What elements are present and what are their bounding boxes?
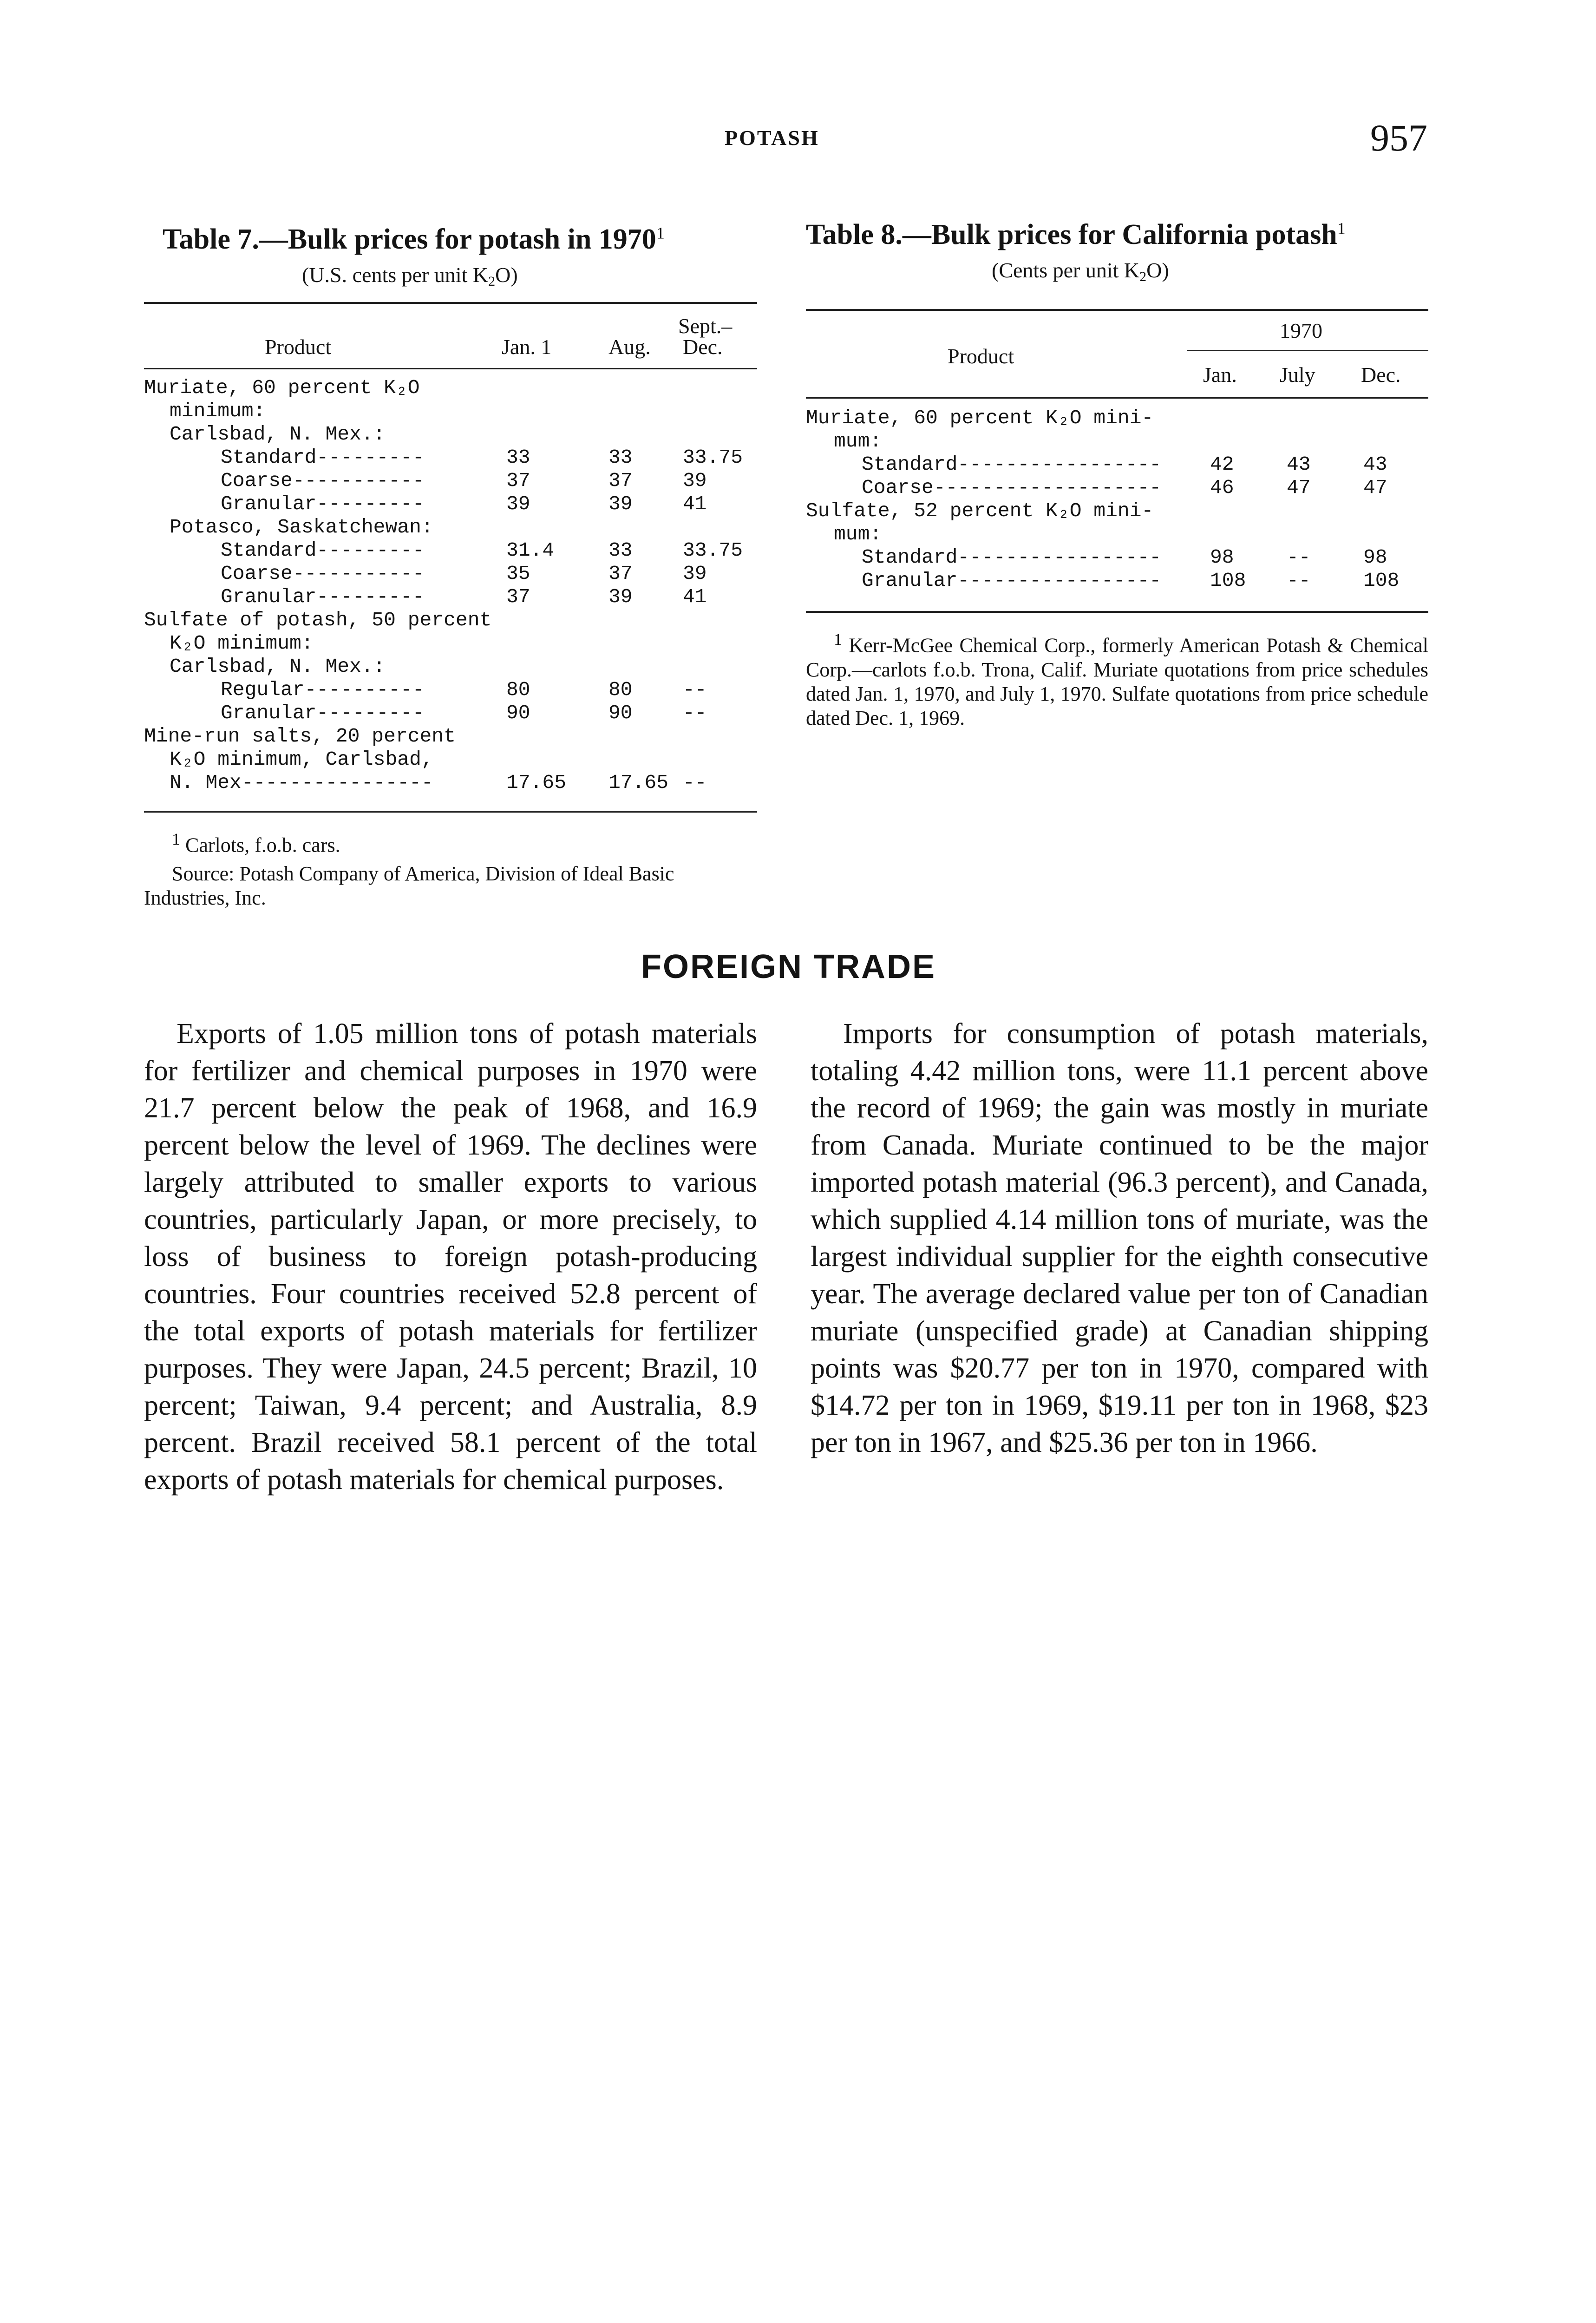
table-row [144, 400, 757, 423]
page-number: 957 [1370, 117, 1427, 159]
table-row [806, 499, 1428, 523]
cell-jan: 80 [506, 678, 530, 701]
cell-aug: 33 [608, 446, 633, 469]
cell-sep: 33.75 [683, 446, 743, 469]
table-row [806, 407, 1428, 430]
table-row [806, 523, 1428, 546]
row-label: mum: [834, 523, 882, 545]
row-label: K₂O minimum, Carlsbad, [170, 748, 433, 771]
right-paragraph: Imports for consumption of potash materials, totaling 4.42 million tons, were 11.1 percent above the record of 1969; the gain was mostly in muriate from Canada. Muriate continued to be the major imported potash material (96.3 percent), and Canada, which supplied 4.14 million tons of muriate, was the largest individual supplier for the eighth consecutive year. The average declared value per ton of Canadian muriate (unspecified grade) at Canadian shipping points was $20.77 per ton in 1970, compared with $14.72 per ton in 1969, $19.11 per ton in 1968, $23 per ton in 1967, and $25.36 per ton in 1966. [811, 1018, 1428, 1458]
table-8-top-rule [806, 309, 1428, 311]
running-head: POTASH [725, 126, 819, 150]
row-label: N. Mex---------------- [170, 771, 433, 794]
table-8-col-jan: Jan. [1203, 363, 1237, 387]
cell-jan: 39 [506, 492, 530, 515]
table-8 [806, 218, 1428, 776]
row-label: Muriate, 60 percent K₂O mini- [806, 407, 1154, 429]
table-8-title-note-mark: 1 [1337, 219, 1346, 238]
cell-jan: 46 [1210, 476, 1234, 499]
row-label: Muriate, 60 percent K₂O [144, 376, 420, 399]
table-row [144, 725, 757, 748]
cell-dec: 47 [1363, 476, 1387, 499]
row-label: minimum: [170, 400, 266, 422]
row-label: Regular---------- [221, 678, 425, 701]
cell-jan: 37 [506, 585, 530, 608]
table-7-col-jan: Jan. 1 [502, 335, 552, 359]
table-7-col-sept-2: Dec. [683, 335, 723, 359]
table-7-source: Source: Potash Company of America, Division of Ideal Basic Industries, Inc. [144, 862, 674, 909]
cell-sep: -- [683, 702, 707, 724]
cell-jan: 108 [1210, 569, 1246, 592]
cell-aug: 39 [608, 492, 633, 515]
row-label: Granular--------- [221, 702, 425, 724]
table-row [144, 702, 757, 725]
cell-jan: 37 [506, 469, 530, 492]
cell-sep: 39 [683, 469, 707, 492]
cell-aug: 37 [608, 469, 633, 492]
row-label: Carlsbad, N. Mex.: [170, 423, 386, 446]
table-8-col-year: 1970 [1280, 319, 1322, 342]
row-label: Standard----------------- [862, 453, 1162, 476]
table-8-footnote: $^1$ Kerr-McGee Chemical Corp., formerly American Potash & Chemical Corp.—carlots f.o.b. Trona, Calif. Muriate quotations from price schedules dated Jan. 1, 1970, and July 1, 1970. Sulfate quotations from price schedule dated Dec. 1, 1969. [806, 630, 1428, 729]
cell-aug: 90 [608, 702, 633, 724]
table-row [144, 446, 757, 469]
table-row [144, 609, 757, 632]
table-8-subtitle: (Cents per unit $K_2O$) [992, 258, 1169, 284]
cell-jan: 42 [1210, 453, 1234, 476]
cell-sep: 39 [683, 562, 707, 585]
cell-sep: 33.75 [683, 539, 743, 562]
table-8-bottom-rule [806, 611, 1428, 613]
table-row [144, 655, 757, 678]
table-8-col-july: July [1280, 363, 1315, 387]
cell-aug: 80 [608, 678, 633, 701]
cell-july: 47 [1287, 476, 1311, 499]
table-7-col-sept-1: Sept.– [678, 314, 733, 338]
table-row [144, 562, 757, 585]
cell-jan: 90 [506, 702, 530, 724]
table-7-col-aug: Aug. [608, 335, 651, 359]
row-label: Standard--------- [221, 539, 425, 562]
cell-aug: 39 [608, 585, 633, 608]
row-label: Potasco, Saskatchewan: [170, 516, 433, 538]
row-label: K₂O minimum: [170, 632, 314, 655]
cell-jan: 35 [506, 562, 530, 585]
table-7-title: Table 7.—Bulk prices for potash in 1970$^1$ [163, 223, 665, 255]
row-label: Sulfate, 52 percent K₂O mini- [806, 499, 1154, 522]
cell-aug: 17.65 [608, 771, 669, 794]
table-row [144, 632, 757, 655]
row-label: Granular--------- [221, 492, 425, 515]
table-8-col-dec: Dec. [1361, 363, 1401, 387]
cell-dec: 43 [1363, 453, 1387, 476]
table-8-header-rule [806, 397, 1428, 399]
cell-jan: 33 [506, 446, 530, 469]
table-8-col-product: Product [948, 344, 1014, 368]
table-row [144, 771, 757, 794]
section-heading: FOREIGN TRADE [641, 948, 936, 985]
cell-aug: 33 [608, 539, 633, 562]
cell-july: 43 [1287, 453, 1311, 476]
table-row [144, 492, 757, 516]
table-7-subtitle: (U.S. cents per unit $K_2O$) [302, 263, 518, 289]
row-label: Granular----------------- [862, 569, 1162, 592]
table-row [144, 516, 757, 539]
cell-jan: 31.4 [506, 539, 555, 562]
cell-jan: 98 [1210, 546, 1234, 569]
cell-july: -- [1287, 569, 1311, 592]
table-row [144, 678, 757, 702]
cell-sep: 41 [683, 492, 707, 515]
cell-july: -- [1287, 546, 1311, 569]
table-row [144, 539, 757, 562]
table-7-top-rule [144, 302, 757, 304]
table-7 [144, 223, 757, 920]
table-7-bottom-rule [144, 811, 757, 813]
table-8-year-rule [1187, 350, 1428, 351]
table-row [144, 469, 757, 492]
table-row [144, 748, 757, 771]
row-label: Granular--------- [221, 585, 425, 608]
left-paragraph: Exports of 1.05 million tons of potash materials for fertilizer and chemical purposes in 1970 were 21.7 percent below the peak of 1968, and 16.9 percent below the level of 1969. The declines were largely attributed to smaller exports to various countries, particularly Japan, or more precisely, to loss of business to foreign potash-producing countries. Four countries received 52.8 percent of the total exports of potash materials for fertilizer purposes. They were Japan, 24.5 percent; Brazil, 10 percent; Taiwan, 9.4 percent; and Australia, 8.9 percent. Brazil received 58.1 percent of the total exports of potash materials for chemical purposes. [144, 1018, 757, 1496]
cell-dec: 98 [1363, 546, 1387, 569]
cell-sep: -- [683, 771, 707, 794]
row-label: mum: [834, 430, 882, 453]
table-row [806, 453, 1428, 476]
table-row [144, 376, 757, 400]
table-row [144, 585, 757, 609]
table-8-title: Table 8.—Bulk prices for California potash$^1$ [806, 219, 1346, 250]
table-row [806, 430, 1428, 453]
row-label: Coarse------------------- [862, 476, 1162, 499]
cell-aug: 37 [608, 562, 633, 585]
table-7-col-product: Product [265, 335, 332, 359]
cell-dec: 108 [1363, 569, 1400, 592]
row-label: Sulfate of potash, 50 percent [144, 609, 492, 631]
row-label: Standard----------------- [862, 546, 1162, 569]
row-label: Coarse----------- [221, 562, 425, 585]
row-label: Standard--------- [221, 446, 425, 469]
cell-sep: 41 [683, 585, 707, 608]
table-row [144, 423, 757, 446]
table-row [806, 569, 1428, 592]
table-7-footnote: $^1$ Carlots, f.o.b. cars. [172, 830, 340, 857]
row-label: Carlsbad, N. Mex.: [170, 655, 386, 678]
table-7-header-rule [144, 368, 757, 369]
row-label: Mine-run salts, 20 percent [144, 725, 456, 748]
table-row [806, 476, 1428, 499]
row-label: Coarse----------- [221, 469, 425, 492]
table-7-title-note-mark: 1 [656, 223, 665, 243]
cell-jan: 17.65 [506, 771, 567, 794]
cell-sep: -- [683, 678, 707, 701]
table-row [806, 546, 1428, 569]
